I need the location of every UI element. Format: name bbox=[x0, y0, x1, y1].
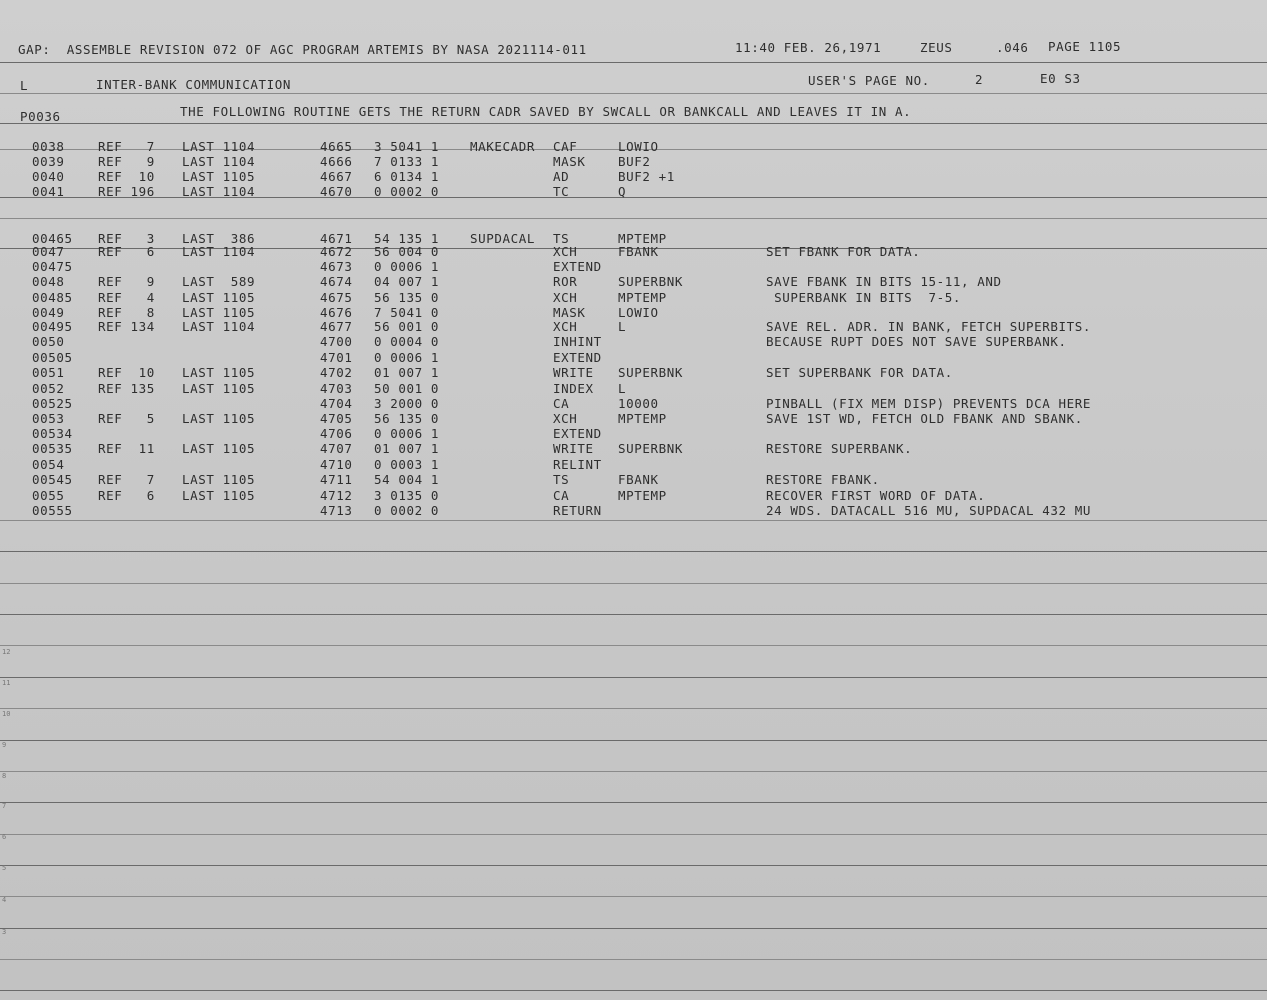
ruled-line bbox=[0, 677, 1267, 678]
line-number: 0050 bbox=[32, 334, 65, 349]
ruled-line bbox=[0, 62, 1267, 63]
last-page: LAST 1105 bbox=[182, 169, 256, 184]
line-number: 00545 bbox=[32, 472, 73, 487]
operand: SUPERBNK bbox=[618, 441, 684, 456]
address: 4710 bbox=[320, 457, 353, 472]
object-code: 04 007 1 bbox=[374, 274, 440, 289]
line-number: 0041 bbox=[32, 184, 65, 199]
address: 4711 bbox=[320, 472, 353, 487]
ruled-line bbox=[0, 218, 1267, 219]
line-number: 00555 bbox=[32, 503, 73, 518]
last-page: LAST 386 bbox=[182, 231, 256, 246]
ruled-line bbox=[0, 708, 1267, 709]
line-number: 00535 bbox=[32, 441, 73, 456]
ruled-line bbox=[0, 614, 1267, 615]
address: 4707 bbox=[320, 441, 353, 456]
header-page: PAGE 1105 bbox=[1048, 39, 1122, 54]
ref-count: REF 7 bbox=[98, 139, 155, 154]
ruled-line bbox=[0, 834, 1267, 835]
header-program: GAP: ASSEMBLE REVISION 072 OF AGC PROGRAM ARTEMIS BY NASA 2021114-011 bbox=[18, 42, 587, 57]
comment: BECAUSE RUPT DOES NOT SAVE SUPERBANK. bbox=[766, 334, 1067, 349]
last-page: LAST 1105 bbox=[182, 365, 256, 380]
margin-tick: 6 bbox=[2, 833, 7, 841]
ruled-line bbox=[0, 740, 1267, 741]
line-number: 00525 bbox=[32, 396, 73, 411]
ruled-line bbox=[0, 93, 1267, 94]
operand: LOWIO bbox=[618, 305, 659, 320]
last-page: LAST 1104 bbox=[182, 244, 256, 259]
address: 4675 bbox=[320, 290, 353, 305]
subheader-ref: E0 S3 bbox=[1040, 71, 1081, 86]
line-number: 0049 bbox=[32, 305, 65, 320]
operand: Q bbox=[618, 184, 627, 199]
line-number: 0039 bbox=[32, 154, 65, 169]
ruled-line bbox=[0, 990, 1267, 991]
operand: MPTEMP bbox=[618, 290, 667, 305]
address: 4666 bbox=[320, 154, 353, 169]
line-number: 0048 bbox=[32, 274, 65, 289]
ref-count: REF 3 bbox=[98, 231, 155, 246]
last-page: LAST 1105 bbox=[182, 472, 256, 487]
margin-tick: 8 bbox=[2, 772, 7, 780]
ref-count: REF 10 bbox=[98, 169, 155, 184]
comment: PINBALL (FIX MEM DISP) PREVENTS DCA HERE bbox=[766, 396, 1092, 411]
opcode: MASK bbox=[553, 305, 586, 320]
ref-count: REF 10 bbox=[98, 365, 155, 380]
comment: RECOVER FIRST WORD OF DATA. bbox=[766, 488, 986, 503]
comment: SUPERBANK IN BITS 7-5. bbox=[766, 290, 962, 305]
object-code: 01 007 1 bbox=[374, 441, 440, 456]
opcode: CA bbox=[553, 396, 570, 411]
address: 4672 bbox=[320, 244, 353, 259]
object-code: 0 0004 0 bbox=[374, 334, 440, 349]
address: 4704 bbox=[320, 396, 353, 411]
ruled-line bbox=[0, 123, 1267, 124]
ref-count: REF 4 bbox=[98, 290, 155, 305]
header-machine: ZEUS bbox=[920, 40, 953, 55]
object-code: 54 004 1 bbox=[374, 472, 440, 487]
address: 4676 bbox=[320, 305, 353, 320]
opcode: WRITE bbox=[553, 365, 594, 380]
operand: BUF2 +1 bbox=[618, 169, 675, 184]
address: 4702 bbox=[320, 365, 353, 380]
margin-tick: 3 bbox=[2, 928, 7, 936]
users-page-label: USER'S PAGE NO. bbox=[808, 73, 930, 88]
last-page: LAST 1105 bbox=[182, 441, 256, 456]
ref-count: REF 8 bbox=[98, 305, 155, 320]
comment: SET FBANK FOR DATA. bbox=[766, 244, 921, 259]
comment: SAVE REL. ADR. IN BANK, FETCH SUPERBITS. bbox=[766, 319, 1092, 334]
address: 4673 bbox=[320, 259, 353, 274]
address: 4677 bbox=[320, 319, 353, 334]
address: 4670 bbox=[320, 184, 353, 199]
last-page: LAST 1105 bbox=[182, 488, 256, 503]
operand: FBANK bbox=[618, 472, 659, 487]
ref-count: REF 134 bbox=[98, 319, 155, 334]
line-number: 00505 bbox=[32, 350, 73, 365]
operand: MPTEMP bbox=[618, 411, 667, 426]
comment: SAVE 1ST WD, FETCH OLD FBANK AND SBANK. bbox=[766, 411, 1083, 426]
opcode: TS bbox=[553, 231, 570, 246]
margin-tick: 12 bbox=[2, 648, 11, 656]
ruled-line bbox=[0, 645, 1267, 646]
last-page: LAST 1104 bbox=[182, 154, 256, 169]
ref-count: REF 135 bbox=[98, 381, 155, 396]
intro-line-number: P0036 bbox=[20, 109, 61, 124]
header-timestamp: 11:40 FEB. 26,1971 bbox=[735, 40, 882, 55]
comment: RESTORE FBANK. bbox=[766, 472, 880, 487]
line-number: 0038 bbox=[32, 139, 65, 154]
line-number: 00485 bbox=[32, 290, 73, 305]
line-number: 0047 bbox=[32, 244, 65, 259]
margin-tick: 7 bbox=[2, 802, 7, 810]
line-number: 00534 bbox=[32, 426, 73, 441]
margin-tick: 10 bbox=[2, 710, 11, 718]
object-code: 0 0006 1 bbox=[374, 426, 440, 441]
operand: MPTEMP bbox=[618, 231, 667, 246]
line-number: 00465 bbox=[32, 231, 73, 246]
object-code: 0 0006 1 bbox=[374, 350, 440, 365]
ruled-line bbox=[0, 551, 1267, 552]
last-page: LAST 589 bbox=[182, 274, 256, 289]
object-code: 0 0002 0 bbox=[374, 184, 440, 199]
ruled-line bbox=[0, 802, 1267, 803]
operand: BUF2 bbox=[618, 154, 651, 169]
ref-count: REF 196 bbox=[98, 184, 155, 199]
operand: MPTEMP bbox=[618, 488, 667, 503]
opcode: MASK bbox=[553, 154, 586, 169]
last-page: LAST 1105 bbox=[182, 381, 256, 396]
subheader-marker: L bbox=[20, 78, 29, 93]
last-page: LAST 1104 bbox=[182, 139, 256, 154]
operand: SUPERBNK bbox=[618, 365, 684, 380]
last-page: LAST 1105 bbox=[182, 290, 256, 305]
address: 4674 bbox=[320, 274, 353, 289]
opcode: XCH bbox=[553, 244, 578, 259]
last-page: LAST 1105 bbox=[182, 305, 256, 320]
line-number: 0051 bbox=[32, 365, 65, 380]
object-code: 54 135 1 bbox=[374, 231, 440, 246]
opcode: EXTEND bbox=[553, 350, 602, 365]
object-code: 7 5041 0 bbox=[374, 305, 440, 320]
opcode: INHINT bbox=[553, 334, 602, 349]
object-code: 0 0002 0 bbox=[374, 503, 440, 518]
margin-tick: 9 bbox=[2, 741, 7, 749]
object-code: 3 5041 1 bbox=[374, 139, 440, 154]
users-page-number: 2 bbox=[975, 72, 984, 87]
address: 4706 bbox=[320, 426, 353, 441]
opcode: AD bbox=[553, 169, 570, 184]
opcode: EXTEND bbox=[553, 426, 602, 441]
object-code: 0 0006 1 bbox=[374, 259, 440, 274]
operand: 10000 bbox=[618, 396, 659, 411]
comment: 24 WDS. DATACALL 516 MU, SUPDACAL 432 MU bbox=[766, 503, 1092, 518]
opcode: CA bbox=[553, 488, 570, 503]
ref-count: REF 9 bbox=[98, 154, 155, 169]
ruled-line bbox=[0, 771, 1267, 772]
address: 4712 bbox=[320, 488, 353, 503]
object-code: 6 0134 1 bbox=[374, 169, 440, 184]
address: 4665 bbox=[320, 139, 353, 154]
ruled-line bbox=[0, 896, 1267, 897]
address: 4700 bbox=[320, 334, 353, 349]
label: MAKECADR bbox=[470, 139, 536, 154]
object-code: 3 2000 0 bbox=[374, 396, 440, 411]
margin-tick: 11 bbox=[2, 679, 11, 687]
line-number: 0055 bbox=[32, 488, 65, 503]
ruled-line bbox=[0, 928, 1267, 929]
ref-count: REF 7 bbox=[98, 472, 155, 487]
line-number: 00495 bbox=[32, 319, 73, 334]
comment: SET SUPERBANK FOR DATA. bbox=[766, 365, 953, 380]
header-code: .046 bbox=[996, 40, 1029, 55]
operand: LOWIO bbox=[618, 139, 659, 154]
address: 4701 bbox=[320, 350, 353, 365]
opcode: TS bbox=[553, 472, 570, 487]
comment: SAVE FBANK IN BITS 15-11, AND bbox=[766, 274, 1002, 289]
ref-count: REF 9 bbox=[98, 274, 155, 289]
opcode: ROR bbox=[553, 274, 578, 289]
object-code: 56 135 0 bbox=[374, 411, 440, 426]
intro-comment: THE FOLLOWING ROUTINE GETS THE RETURN CADR SAVED BY SWCALL OR BANKCALL AND LEAVES IT IN A. bbox=[180, 104, 912, 119]
operand: L bbox=[618, 319, 627, 334]
ref-count: REF 6 bbox=[98, 488, 155, 503]
object-code: 7 0133 1 bbox=[374, 154, 440, 169]
object-code: 56 135 0 bbox=[374, 290, 440, 305]
ref-count: REF 11 bbox=[98, 441, 155, 456]
operand: FBANK bbox=[618, 244, 659, 259]
margin-tick: 4 bbox=[2, 896, 7, 904]
margin-tick: 5 bbox=[2, 864, 7, 872]
operand: SUPERBNK bbox=[618, 274, 684, 289]
object-code: 0 0003 1 bbox=[374, 457, 440, 472]
address: 4703 bbox=[320, 381, 353, 396]
opcode: RETURN bbox=[553, 503, 602, 518]
address: 4667 bbox=[320, 169, 353, 184]
section-title: INTER-BANK COMMUNICATION bbox=[96, 77, 292, 92]
ruled-line bbox=[0, 865, 1267, 866]
line-number: 0052 bbox=[32, 381, 65, 396]
opcode: INDEX bbox=[553, 381, 594, 396]
address: 4713 bbox=[320, 503, 353, 518]
last-page: LAST 1104 bbox=[182, 319, 256, 334]
line-number: 0040 bbox=[32, 169, 65, 184]
ruled-line bbox=[0, 520, 1267, 521]
object-code: 50 001 0 bbox=[374, 381, 440, 396]
label: SUPDACAL bbox=[470, 231, 536, 246]
opcode: EXTEND bbox=[553, 259, 602, 274]
line-number: 0053 bbox=[32, 411, 65, 426]
ruled-line bbox=[0, 583, 1267, 584]
last-page: LAST 1105 bbox=[182, 411, 256, 426]
address: 4705 bbox=[320, 411, 353, 426]
object-code: 56 001 0 bbox=[374, 319, 440, 334]
address: 4671 bbox=[320, 231, 353, 246]
line-number: 0054 bbox=[32, 457, 65, 472]
ref-count: REF 5 bbox=[98, 411, 155, 426]
object-code: 56 004 0 bbox=[374, 244, 440, 259]
operand: L bbox=[618, 381, 627, 396]
ref-count: REF 6 bbox=[98, 244, 155, 259]
last-page: LAST 1104 bbox=[182, 184, 256, 199]
opcode: XCH bbox=[553, 319, 578, 334]
opcode: WRITE bbox=[553, 441, 594, 456]
object-code: 3 0135 0 bbox=[374, 488, 440, 503]
ruled-line bbox=[0, 959, 1267, 960]
opcode: TC bbox=[553, 184, 570, 199]
opcode: CAF bbox=[553, 139, 578, 154]
object-code: 01 007 1 bbox=[374, 365, 440, 380]
opcode: XCH bbox=[553, 290, 578, 305]
opcode: RELINT bbox=[553, 457, 602, 472]
line-number: 00475 bbox=[32, 259, 73, 274]
comment: RESTORE SUPERBANK. bbox=[766, 441, 913, 456]
opcode: XCH bbox=[553, 411, 578, 426]
